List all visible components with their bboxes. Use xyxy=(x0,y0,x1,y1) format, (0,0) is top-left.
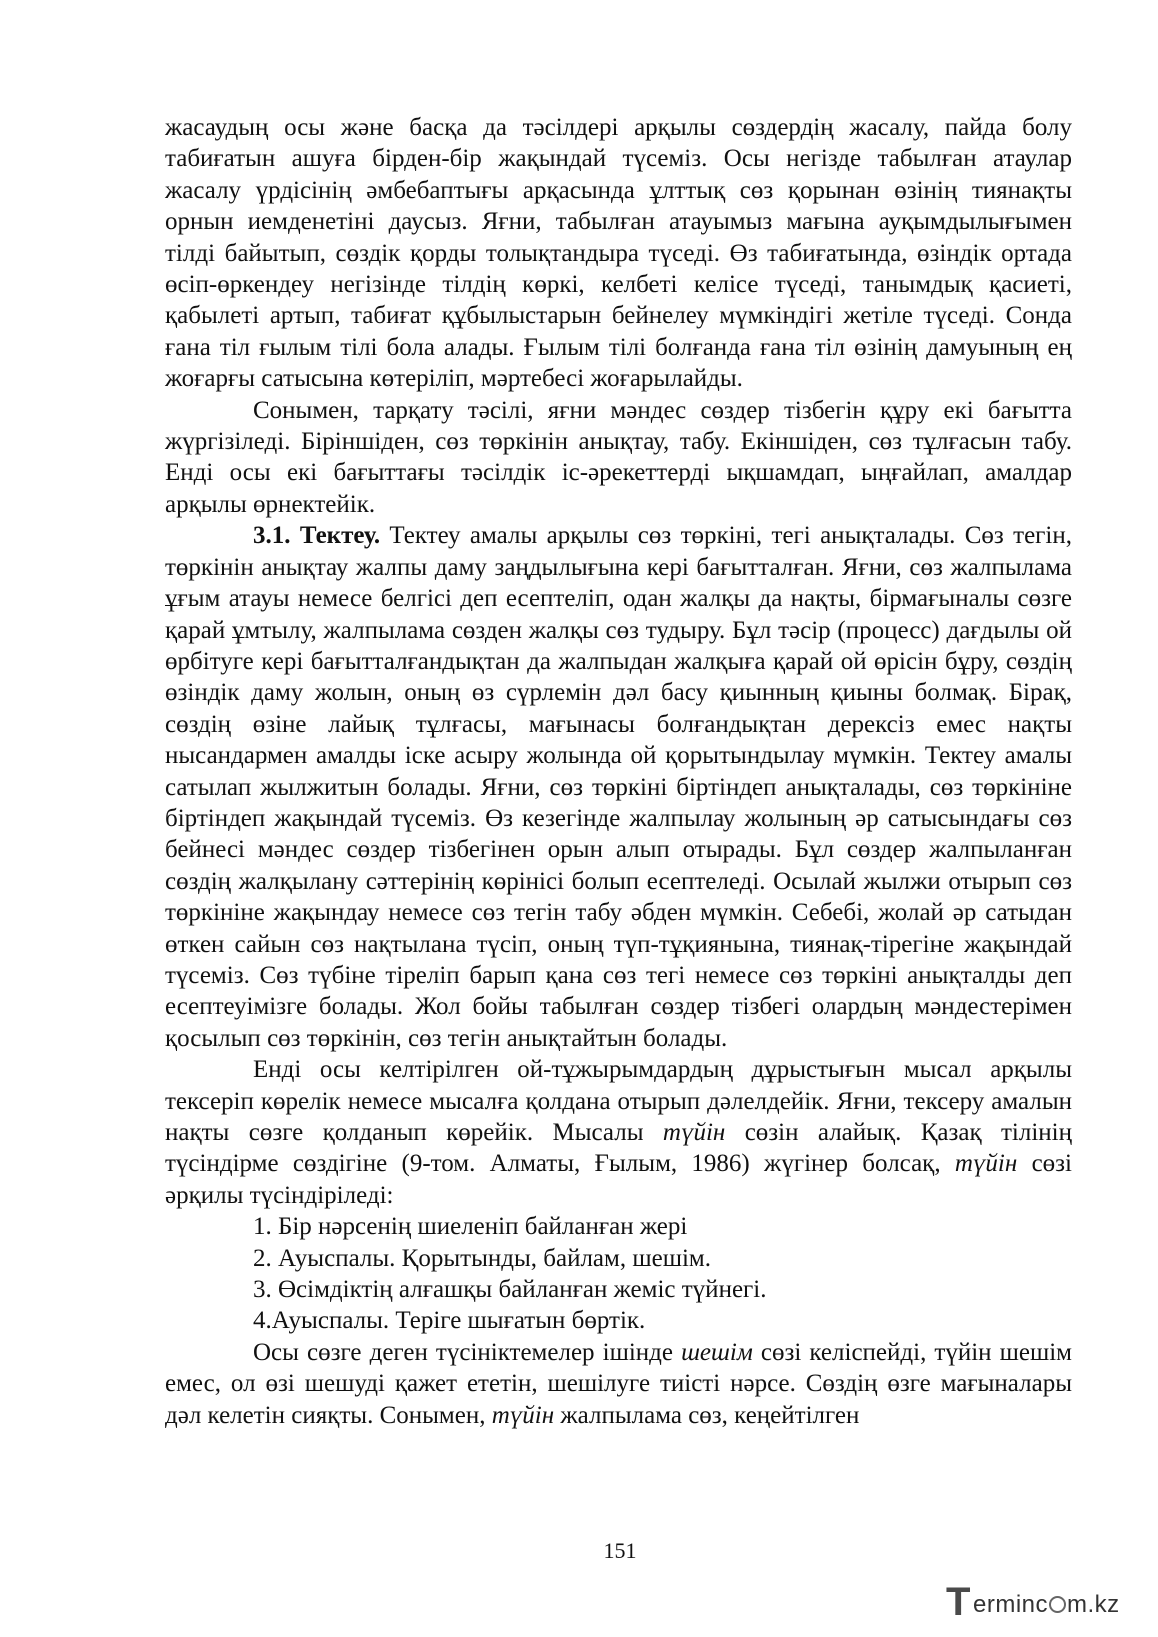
list-item: 4.Ауыспалы. Теріге шығатын бөртік. xyxy=(253,1307,646,1335)
watermark-part-2: m.kz xyxy=(1067,1591,1120,1618)
paragraph-2: Сонымен, тарқату тәсілі, яғни мәндес сөздер тізбегін құру екі бағытта жүргізіледі. Біріншіден, сөз төркінін анықтау, табу. Екіншіден, сөз тұлғасын табу. Енді осы екі бағыттағы тәсілдік іс-әрекеттерді ықшамдап, ыңғайлап, амалдар арқылы өрнектейік. xyxy=(165,396,1072,518)
paragraph-5 xyxy=(165,1337,1072,1431)
list-item: 2. Ауыспалы. Қорытынды, байлам, шешім. xyxy=(253,1244,711,1272)
paragraph-4 xyxy=(165,1054,1072,1211)
paragraph-1: жасаудың осы және басқа да тәсілдері арқылы сөздердің жасалу, пайда болу табиғатын ашуға бірден-бір жақындай түсеміз. Осы негізде табылған атаулар жасалу үрдісінің әмбебаптығы арқасында ұлттық сөз қорынан өзінің тиянақты орнын иемденетіні даусыз. Яғни, табылған атауымыз мағына ауқымдылығымен тілді байытып, сөздік қорды толықтандыра түседі. Өз табиғатында, өзіндік ортада өсіп-өркендеу негізінде тілдің көркі, келбеті келісе түседі, танымдық қасиеті, қабылеті артып, табиғат құбылыстарын бейнелеу мүмкіндігі жетіле түседі. Сонда ғана тіл ғылым тілі бола алады. Ғылым тілі болғанда ғана тіл өзінің дамуының ең жоғарғы сатысына көтеріліп, мәртебесі жоғарылайды. xyxy=(165,114,1072,393)
term-sheshim: шешім xyxy=(681,1338,753,1366)
paragraph-3-text: Тектеу амалы арқылы сөз төркіні, тегі анықталады. Сөз тегін, төркінін анықтау жалпы даму заңдылығына кері бағытталған. Яғни, сөз жалпылама ұғым атауы немесе белгісі деп есептеліп, одан жалқы да нақты, бірмағыналы сөзге қарай ұмтылу, жалпылама сөзден жалқы сөз тудыру. Бұл тәсір (процесс) дағдылы ой өрбітуге кері бағытталғандықтан да жалпыдан жалқыға қарай ой өрісін бұру, сөздің өзіндік даму жолын, оның өз сүрлемін дәл басу қиынның қиыны болмақ. Бірақ, сөздің өзіне лайық тұлғасы, мағынасы болғандықтан дерексіз емес нақты нысандармен амалды іске асыру жолында ой қорытындылау мүмкін. Тектеу амалы сатылап жылжитын болады. Яғни, сөз төркіні біртіндеп анықталады, сөз төркініне біртіндеп жақындай түсеміз. Өз кезегінде жалпылау жолының әр сатысындағы сөз бейнесі мәндес сөздер тізбегінен орын алып отырады. Бұл сөздер жалпыланған сөздің жалқылану сәттерінің көрінісі болып есептеледі. Осылай жылжи отырып сөз төркініне жақындау немесе сөз тегін табу әбден мүмкін. Себебі, жолай әр сатыдан өткен сайын сөз нақтылана түсіп, оның түп-тұқиянына, тиянақ-тірегіне жақындай түсеміз. Сөз түбіне тіреліп барып қана сөз тегі немесе сөз төркіні анықталды деп есептеуімізге болады. Жол бойы табылған сөздер тізбегі олардың мәндестерімен қосылып сөз төркінін, сөз тегін анықтайтын болады. xyxy=(165,522,1072,1052)
paragraph-5-text-a: Осы сөзге деген түсініктемелер ішінде xyxy=(253,1338,682,1366)
watermark-t: T xyxy=(946,1580,971,1624)
paragraph-5-text-c: жалпылама сөз, кеңейтілген xyxy=(554,1401,860,1429)
paragraph-4-text-b: сөзін алайық. Қазақ тілінің түсіндірме сөздігіне (9-том. Алматы, Ғылым, 1986) жүгінер болсақ, xyxy=(165,1119,1072,1178)
section-heading: 3.1. Тектеу. xyxy=(253,522,381,550)
list-item: 3. Өсімдіктің алғашқы байланған жеміс түйнегі. xyxy=(253,1276,767,1304)
paragraph-4-text-c: сөзі әрқилы түсіндіріледі: xyxy=(165,1150,1072,1209)
watermark-part-1: erminc xyxy=(973,1591,1049,1618)
list-item: 1. Бір нәрсенің шиеленіп байланған жері xyxy=(253,1213,688,1241)
termincom-watermark xyxy=(946,1580,1146,1624)
term-tuyin: түйін xyxy=(662,1119,726,1146)
watermark-text xyxy=(973,1590,1120,1620)
paragraph-5-text-b: сөзі келіспейді, түйін шешім емес, ол өзі шешуді қажет ететін, шешілуге тиісті нәрсе. Сөздің өзге мағыналары дәл келетін сияқты. Сонымен, xyxy=(165,1338,1072,1429)
ring-icon xyxy=(1049,1596,1066,1613)
page-number: 151 xyxy=(603,1538,637,1563)
term-tuyin: түйін xyxy=(491,1401,555,1429)
page-body xyxy=(165,112,1072,1431)
term-tuyin: түйін xyxy=(954,1150,1018,1178)
paragraph-4-text-a: Енді осы келтірілген ой-тұжырымдардың дұрыстығын мысал арқылы тексеріп көрелік немесе мысалға қолдана отырып дәлелдейік. Яғни, тексеру амалын нақты сөзге қолданып көрейік. Мысалы xyxy=(165,1056,1072,1146)
paragraph-3 xyxy=(165,520,1072,1054)
